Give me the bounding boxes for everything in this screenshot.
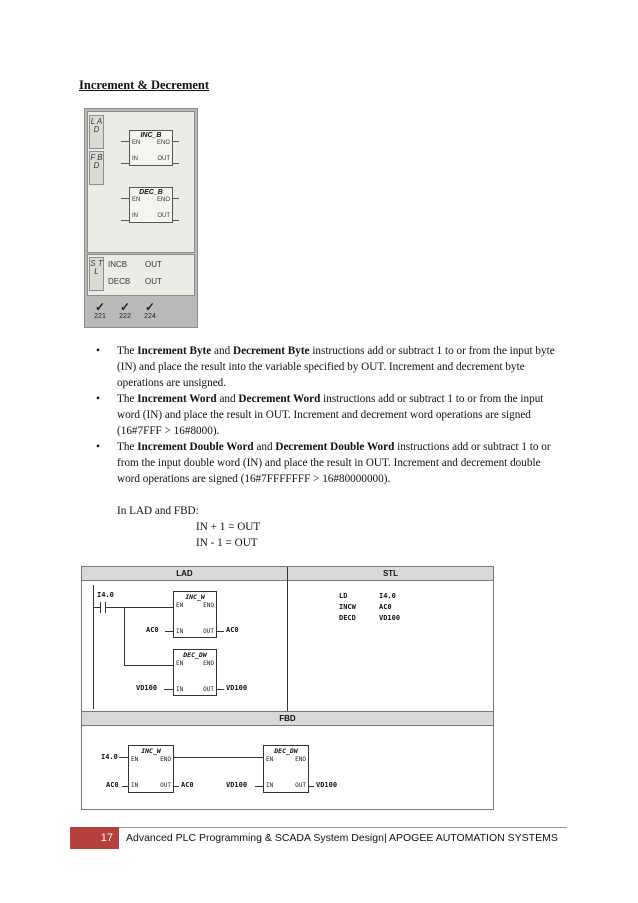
inc-b-block	[129, 130, 173, 166]
instruction-figure	[84, 108, 198, 328]
stl-op: INCB	[108, 260, 128, 269]
en-pin: EN	[132, 197, 141, 203]
out-pin: OUT	[203, 628, 214, 635]
block-name: INC_B	[140, 132, 162, 139]
eno-pin: ENO	[203, 660, 214, 667]
equation-increment: IN + 1 = OUT	[196, 521, 261, 533]
in-pin: IN	[176, 628, 184, 635]
stl-arg: VD100	[379, 614, 401, 622]
en-pin: EN	[266, 756, 274, 763]
lad-header: LAD	[82, 567, 288, 581]
stl-op: DECB	[108, 277, 131, 286]
en-pin: EN	[132, 140, 141, 146]
block-name: INC_W	[141, 747, 161, 755]
equation-decrement: IN - 1 = OUT	[196, 537, 258, 549]
lad-fbd-note: In LAD and FBD:	[117, 505, 199, 517]
en-pin: EN	[176, 660, 184, 667]
eno-pin: ENO	[295, 756, 306, 763]
out-pin: OUT	[157, 156, 170, 162]
eno-pin: ENO	[156, 140, 170, 146]
tab-fbd: F B D	[89, 151, 104, 185]
fbd-inc-w-block	[128, 745, 174, 793]
eno-pin: ENO	[203, 602, 214, 609]
stl-op: LD	[339, 592, 348, 600]
en-pin: EN	[131, 756, 139, 763]
block-name: DEC_B	[139, 189, 163, 196]
out-pin: OUT	[157, 213, 170, 219]
stl-arg: I4.0	[379, 592, 396, 600]
stl-arg: OUT	[145, 277, 162, 286]
tab-lad: L A D	[89, 115, 104, 149]
fbd-contact-label: I4.0	[101, 753, 118, 761]
cpu-221-check: ✓ 221	[89, 301, 111, 320]
eno-pin: ENO	[156, 197, 170, 203]
list-item: • The Increment Byte and Decrement Byte instructions add or subtract 1 to or from the input byte (IN) and place the result into the variable specified by OUT. Increment and decrement byte operations are unsigned.	[96, 345, 555, 389]
in-pin: IN	[176, 686, 184, 693]
out-pin: OUT	[160, 782, 171, 789]
out-pin: OUT	[203, 686, 214, 693]
in-pin: IN	[131, 782, 139, 789]
footer-text: Advanced PLC Programming & SCADA System Design| APOGEE AUTOMATION SYSTEMS	[126, 832, 558, 844]
power-rail	[93, 585, 94, 709]
fbd-header: FBD	[82, 711, 493, 726]
stl-op: INCW	[339, 603, 356, 611]
fbd-inc-out-operand: AC0	[181, 781, 194, 789]
cpu-222-check: ✓ 222	[114, 301, 136, 320]
check-icon: ✓	[94, 300, 106, 314]
list-item: • The Increment Word and Decrement Word instructions add or subtract 1 to or from the input word (IN) and place the result in OUT. Increment and decrement word operations are signed (16#7FFF > 16#8000).	[96, 393, 544, 437]
stl-arg: AC0	[379, 603, 392, 611]
eno-pin: ENO	[160, 756, 171, 763]
contact-left	[100, 602, 101, 613]
dec-dw-block	[173, 649, 217, 696]
tab-stl: S T L	[89, 257, 104, 291]
en-pin: EN	[176, 602, 184, 609]
page-number: 17	[70, 827, 119, 849]
fbd-inc-in-operand: AC0	[106, 781, 119, 789]
instruction-list	[96, 343, 566, 487]
check-icon: ✓	[119, 300, 131, 314]
inc-out-operand: AC0	[226, 626, 239, 634]
dec-out-operand: VD100	[226, 684, 248, 692]
inc-w-block	[173, 591, 217, 638]
inc-in-operand: AC0	[146, 626, 159, 634]
contact-label: I4.0	[97, 591, 114, 599]
dec-b-block	[129, 187, 173, 223]
footer-divider	[119, 827, 567, 828]
out-pin: OUT	[295, 782, 306, 789]
in-pin: IN	[266, 782, 274, 789]
stl-op: DECD	[339, 614, 356, 622]
section-heading: Increment & Decrement	[79, 78, 210, 92]
block-name: DEC_DW	[274, 747, 298, 755]
in-pin: IN	[132, 156, 138, 162]
stl-arg: OUT	[145, 260, 162, 269]
dec-in-operand: VD100	[136, 684, 158, 692]
fbd-dec-dw-block	[263, 745, 309, 793]
fbd-dec-in-operand: VD100	[226, 781, 248, 789]
stl-header: STL	[288, 567, 493, 581]
in-pin: IN	[132, 213, 138, 219]
block-name: DEC_DW	[183, 651, 207, 659]
cpu-224-check: ✓ 224	[139, 301, 161, 320]
fbd-dec-out-operand: VD100	[316, 781, 338, 789]
block-name: INC_W	[185, 593, 205, 601]
check-icon: ✓	[144, 300, 156, 314]
list-item: • The Increment Double Word and Decrement Double Word instructions add or subtract 1 to or from the input double word (IN) and place the result in OUT. Increment and decrement double word operations are signed (16#7FFFFFFF > 16#80000000).	[96, 441, 551, 485]
example-figure	[81, 566, 494, 810]
